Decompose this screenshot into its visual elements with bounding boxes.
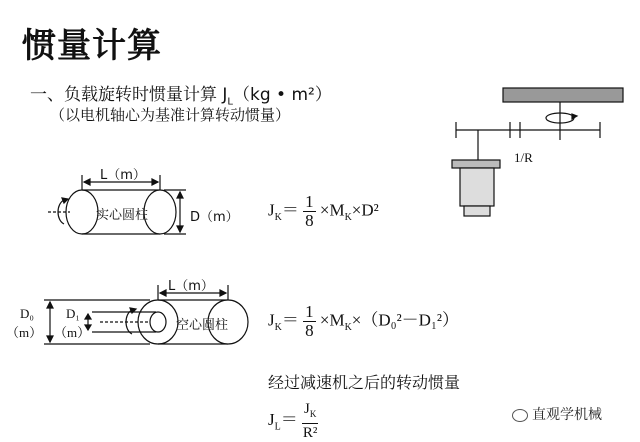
formula-eq: ＝ [281,310,299,330]
formula-rhs: ×M [319,310,345,330]
solid-length-label: L（m） [100,168,146,183]
watermark-text: 直观学机械 [532,407,602,423]
formula-lhs-sub: L [274,421,281,433]
load-plate [503,88,623,140]
fraction-den: R² [302,425,318,441]
hollow-d0-label: D₀ [20,306,34,321]
hollow-d0-unit: （m） [6,325,43,340]
formula-fraction [302,400,318,442]
reduction-ratio-label: 1/R [514,150,533,165]
hollow-d1-label: D₁ [66,306,80,321]
wechat-icon [512,409,528,422]
formula-lhs: J [268,310,275,330]
formula-fraction [303,303,316,340]
reducer-formula [268,400,318,442]
hollow-formula [268,303,459,340]
formula-rhs-tail: ×（D₀²－D₁²） [351,310,459,330]
formula-eq: ＝ [280,409,298,429]
section-heading-text: 一、负载旋转时惯量计算 J [30,85,228,105]
formula-rhs-sub: K [344,211,352,223]
watermark [512,404,602,424]
motor-icon [452,160,500,216]
formula-eq: ＝ [281,200,299,220]
fraction-den: 8 [305,321,314,340]
hollow-cylinder-label: 空心圆柱 [176,318,229,333]
hollow-length-label: L（m） [168,279,214,294]
formula-lhs-sub: K [274,211,282,223]
reducer-note: 经过减速机之后的转动惯量 [268,373,461,392]
formula-rhs: ×M [319,200,345,220]
rotation-arrow-icon [546,113,577,123]
solid-diameter-label: D（m） [190,210,239,225]
fraction-num: 1 [305,302,314,321]
hollow-d1-unit: （m） [54,325,91,340]
formula-rhs-tail: ×D² [351,200,379,220]
formula-rhs-sub: K [344,321,352,333]
fraction-num-text: J [303,401,310,417]
page-title: 惯量计算 [22,26,162,66]
solid-cylinder-label: 实心圆柱 [96,208,149,223]
section-heading-sub: L [227,96,233,108]
fraction-num-sub: K [309,409,317,419]
fraction-den: 8 [305,211,314,230]
formula-lhs: J [268,200,275,220]
formula-fraction [303,193,316,230]
fraction-num [302,400,318,424]
section-subheading: （以电机轴心为基准计算转动惯量） [50,106,291,124]
fraction-num: 1 [305,192,314,211]
solid-formula [268,193,379,230]
formula-lhs: J [268,409,275,429]
formula-lhs-sub: K [274,321,282,333]
section-heading-unit: （kg • m²） [233,85,332,105]
